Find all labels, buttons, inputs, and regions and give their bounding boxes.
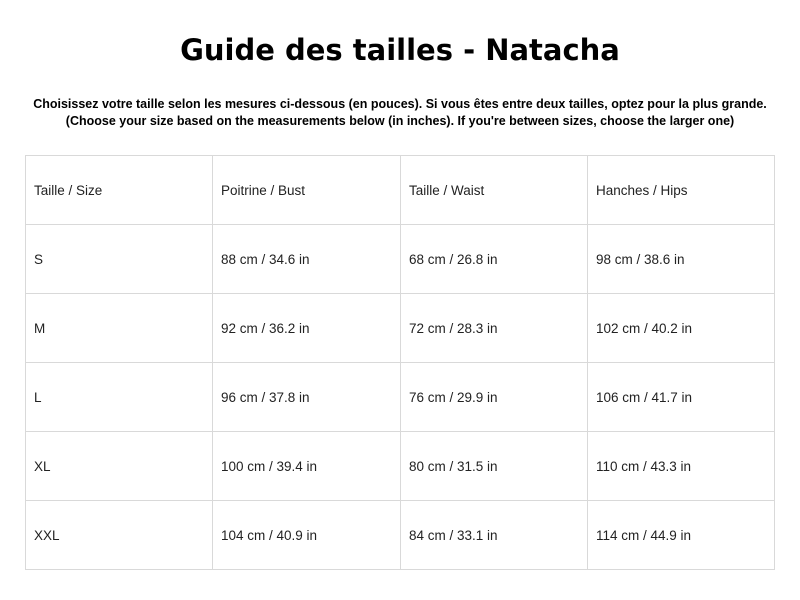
cell-hips: 106 cm / 41.7 in	[588, 363, 775, 432]
cell-hips: 110 cm / 43.3 in	[588, 432, 775, 501]
cell-bust: 96 cm / 37.8 in	[213, 363, 401, 432]
cell-waist: 76 cm / 29.9 in	[401, 363, 588, 432]
table-row	[26, 225, 775, 294]
intro-line-french: Choisissez votre taille selon les mesures ci-dessous (en pouces). Si vous êtes entre deux tailles, optez pour la plus grande.	[33, 97, 767, 111]
cell-hips: 102 cm / 40.2 in	[588, 294, 775, 363]
cell-waist: 72 cm / 28.3 in	[401, 294, 588, 363]
intro-line-english: (Choose your size based on the measurements below (in inches). If you're between sizes, choose the larger one)	[65, 114, 735, 128]
cell-bust: 92 cm / 36.2 in	[213, 294, 401, 363]
header-hips: Hanches / Hips	[588, 156, 775, 225]
cell-size: XXL	[26, 501, 213, 570]
cell-size: L	[26, 363, 213, 432]
header-waist: Taille / Waist	[401, 156, 588, 225]
cell-bust: 100 cm / 39.4 in	[213, 432, 401, 501]
cell-hips: 114 cm / 44.9 in	[588, 501, 775, 570]
cell-size: M	[26, 294, 213, 363]
table-row	[26, 501, 775, 570]
cell-size: XL	[26, 432, 213, 501]
cell-waist: 84 cm / 33.1 in	[401, 501, 588, 570]
cell-bust: 104 cm / 40.9 in	[213, 501, 401, 570]
cell-size: S	[26, 225, 213, 294]
table-row	[26, 432, 775, 501]
table-header-row	[26, 156, 775, 225]
page-title: Guide des tailles - Natacha	[180, 33, 620, 67]
intro-text	[0, 96, 800, 130]
table-row	[26, 363, 775, 432]
header-bust: Poitrine / Bust	[213, 156, 401, 225]
cell-bust: 88 cm / 34.6 in	[213, 225, 401, 294]
cell-waist: 80 cm / 31.5 in	[401, 432, 588, 501]
table-row	[26, 294, 775, 363]
size-chart-table	[25, 155, 775, 570]
cell-waist: 68 cm / 26.8 in	[401, 225, 588, 294]
cell-hips: 98 cm / 38.6 in	[588, 225, 775, 294]
header-size: Taille / Size	[26, 156, 213, 225]
